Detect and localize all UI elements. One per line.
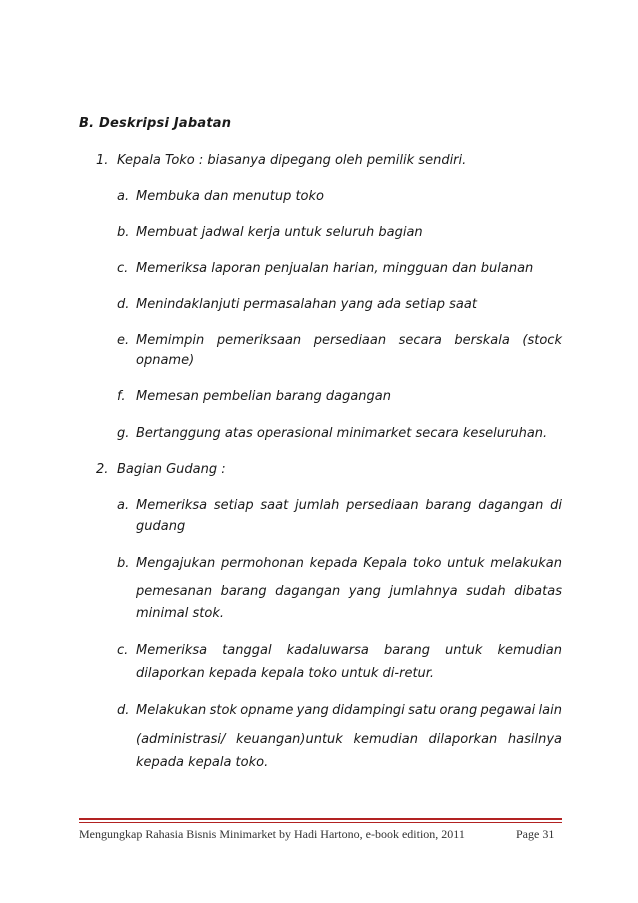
word: dilaporkan [428, 732, 498, 747]
word: berskala [454, 333, 510, 348]
word: jumlah [295, 498, 340, 513]
section-heading: B. Deskripsi Jabatan [79, 116, 232, 131]
subitem-letter: c. [117, 643, 129, 658]
word: saat [260, 498, 289, 513]
word: barang [220, 584, 267, 599]
subitem-letter: a. [117, 498, 130, 513]
word: persediaan [313, 333, 387, 348]
word: orang [439, 703, 478, 718]
word: Memeriksa [136, 498, 208, 513]
footer-rule-thin [79, 822, 562, 823]
word: opname [240, 703, 294, 718]
word: hasilnya [507, 732, 562, 747]
word: jumlahnya [389, 584, 458, 599]
subitem-text: Memesan pembelian barang dagangan [136, 389, 391, 404]
word: toko [412, 556, 442, 571]
word: pemeriksaan [216, 333, 302, 348]
word: stok [209, 703, 237, 718]
word: Memimpin [136, 333, 205, 348]
subitem-letter: a. [117, 189, 130, 204]
subitem-text-justified [136, 642, 562, 660]
word: satu [408, 703, 437, 718]
word: melakukan [490, 556, 562, 571]
word: barang [383, 643, 430, 658]
subitem-text-continued: kepada kepala toko. [136, 755, 269, 770]
footer-rule [79, 818, 562, 820]
subitem-letter: b. [117, 556, 130, 571]
word: dibatas [514, 584, 562, 599]
subitem-letter: b. [117, 225, 130, 240]
subitem-letter: c. [117, 261, 129, 276]
subitem-text-justified [136, 731, 562, 749]
word: kepada [309, 556, 358, 571]
word: dagangan [478, 498, 544, 513]
word: yang [348, 584, 381, 599]
subitem-text: Bertanggung atas operasional minimarket secara keseluruhan. [136, 426, 548, 441]
subitem-text-continued: opname) [136, 353, 195, 368]
word: persediaan [346, 498, 419, 513]
subitem-text-continued: dilaporkan kepada kepala toko untuk di-retur. [136, 666, 435, 681]
subitem-text-continued: minimal stok. [136, 606, 224, 621]
word: barang [425, 498, 472, 513]
word: di [550, 498, 562, 513]
word: didampingi [332, 703, 405, 718]
item-text: Bagian Gudang : [117, 462, 226, 477]
word: keuangan)untuk [235, 732, 343, 747]
subitem-letter: g. [117, 426, 130, 441]
word: lain [538, 703, 562, 718]
subitem-text-justified [136, 702, 562, 720]
word: pemesanan [136, 584, 213, 599]
word: yang [296, 703, 329, 718]
word: kemudian [353, 732, 418, 747]
footer-page-number: Page 31 [516, 827, 555, 841]
item-number: 2. [96, 462, 109, 477]
subitem-text-justified [136, 555, 562, 573]
item-number: 1. [96, 153, 109, 168]
subitem-text: Membuat jadwal kerja untuk seluruh bagian [136, 225, 423, 240]
word: tanggal [222, 643, 272, 658]
word: sudah [466, 584, 506, 599]
subitem-text: Menindaklanjuti permasalahan yang ada setiap saat [136, 297, 477, 312]
word: Memeriksa [136, 643, 208, 658]
word: untuk [445, 643, 483, 658]
subitem-text-justified [136, 497, 562, 515]
subitem-text-justified [136, 583, 562, 601]
subitem-letter: d. [117, 297, 130, 312]
subitem-text: Memeriksa laporan penjualan harian, mingguan dan bulanan [136, 261, 534, 276]
word: kadaluwarsa [286, 643, 369, 658]
subitem-text-continued: gudang [136, 519, 186, 534]
word: untuk [447, 556, 485, 571]
word: (stock [522, 333, 562, 348]
word: setiap [213, 498, 254, 513]
subitem-letter: d. [117, 703, 130, 718]
subitem-letter: e. [117, 333, 130, 348]
word: Mengajukan [136, 556, 216, 571]
subitem-letter: f. [117, 389, 126, 404]
item-text: Kepala Toko : biasanya dipegang oleh pemilik sendiri. [117, 153, 467, 168]
subitem-text: Membuka dan menutup toko [136, 189, 324, 204]
word: (administrasi/ [136, 732, 226, 747]
word: kemudian [497, 643, 562, 658]
footer-book-title: Mengungkap Rahasia Bisnis Minimarket by Hadi Hartono, e-book edition, 2011 [79, 827, 465, 841]
word: secara [398, 333, 442, 348]
subitem-text-justified [136, 332, 562, 350]
word: permohonan [221, 556, 304, 571]
word: dagangan [275, 584, 341, 599]
word: pegawai [480, 703, 536, 718]
word: Kepala [363, 556, 408, 571]
word: Melakukan [136, 703, 207, 718]
